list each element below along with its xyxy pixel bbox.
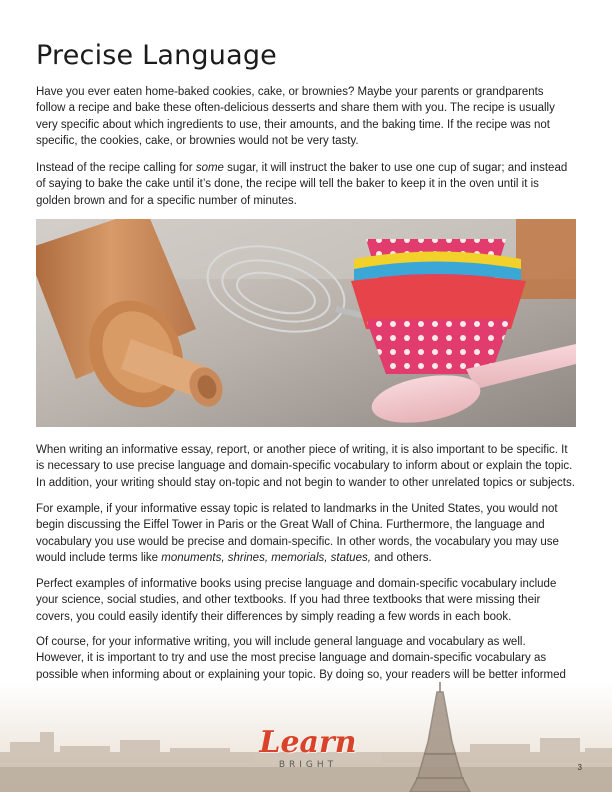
paragraph-recipe-text-end: sugar, it will instruct the baker to use one cup of sugar; and instead of saying to bake the cake until it’s done, the recipe will tell the baker to keep it in the oven until it is golden brown and for a specific number of minutes.	[36, 162, 568, 207]
jar-background	[516, 219, 576, 299]
emphasis-some: some	[195, 162, 224, 174]
paragraph-conclusion: Of course, for your informative writing, you will include general language and vocabulary as well. However, it is important to try and use the most precise language and domain-specific vocabulary as possible when informing about or explaining your topic. By doing so, your readers will be better informed	[36, 636, 566, 681]
paragraph-example-text-end: and others.	[370, 552, 432, 565]
baking-photo	[36, 219, 576, 427]
baking-illustration	[36, 219, 576, 427]
paragraph-recipe	[36, 160, 576, 209]
paragraph-textbooks: Perfect examples of informative books using precise language and domain-specific vocabulary include your science, social studies, and other textbooks. If you had three textbooks that were missing their covers, you could easily identify their differences by simply reading a few words in each book.	[36, 578, 557, 623]
paragraph-recipe-text-start: Instead of the recipe calling for	[36, 162, 196, 174]
page-title: Precise Language	[36, 40, 277, 71]
paragraph-intro: Have you ever eaten home-baked cookies, cake, or brownies? Maybe your parents or grandparents follow a recipe and bake these often-delicious desserts and share them with you. The recipe is usually very specific about which ingredients to use, their amounts, and the baking time. If the recipe was not specific, the cookies, cake, or brownies would not be very tasty.	[36, 86, 555, 148]
paragraph-example-text-start: For example, if your informative essay topic is related to landmarks in the United States, you would not begin discussing the Eiffel Tower in Paris or the Great Wall of China. Furthermore, the language and vocabulary you use would be precise and domain-specific. In other words, the vocabulary you may use would include terms like	[36, 503, 559, 565]
learn-bright-logo	[258, 725, 358, 778]
logo-bright-text: BRIGHT	[278, 760, 338, 770]
paragraph-specific: When writing an informative essay, report, or another piece of writing, it is also important to be specific. It is necessary to use precise language and domain-specific vocabulary to inform about or explain the topic. In addition, your writing should stay on-topic and not begin to wander to other unrelated topics or subjects.	[36, 444, 575, 489]
page-number: 3	[577, 763, 582, 772]
logo-learn-text: Learn	[259, 725, 357, 760]
paragraph-example	[36, 501, 576, 567]
emphasis-terms: monuments, shrines, memorials, statues,	[161, 552, 371, 565]
